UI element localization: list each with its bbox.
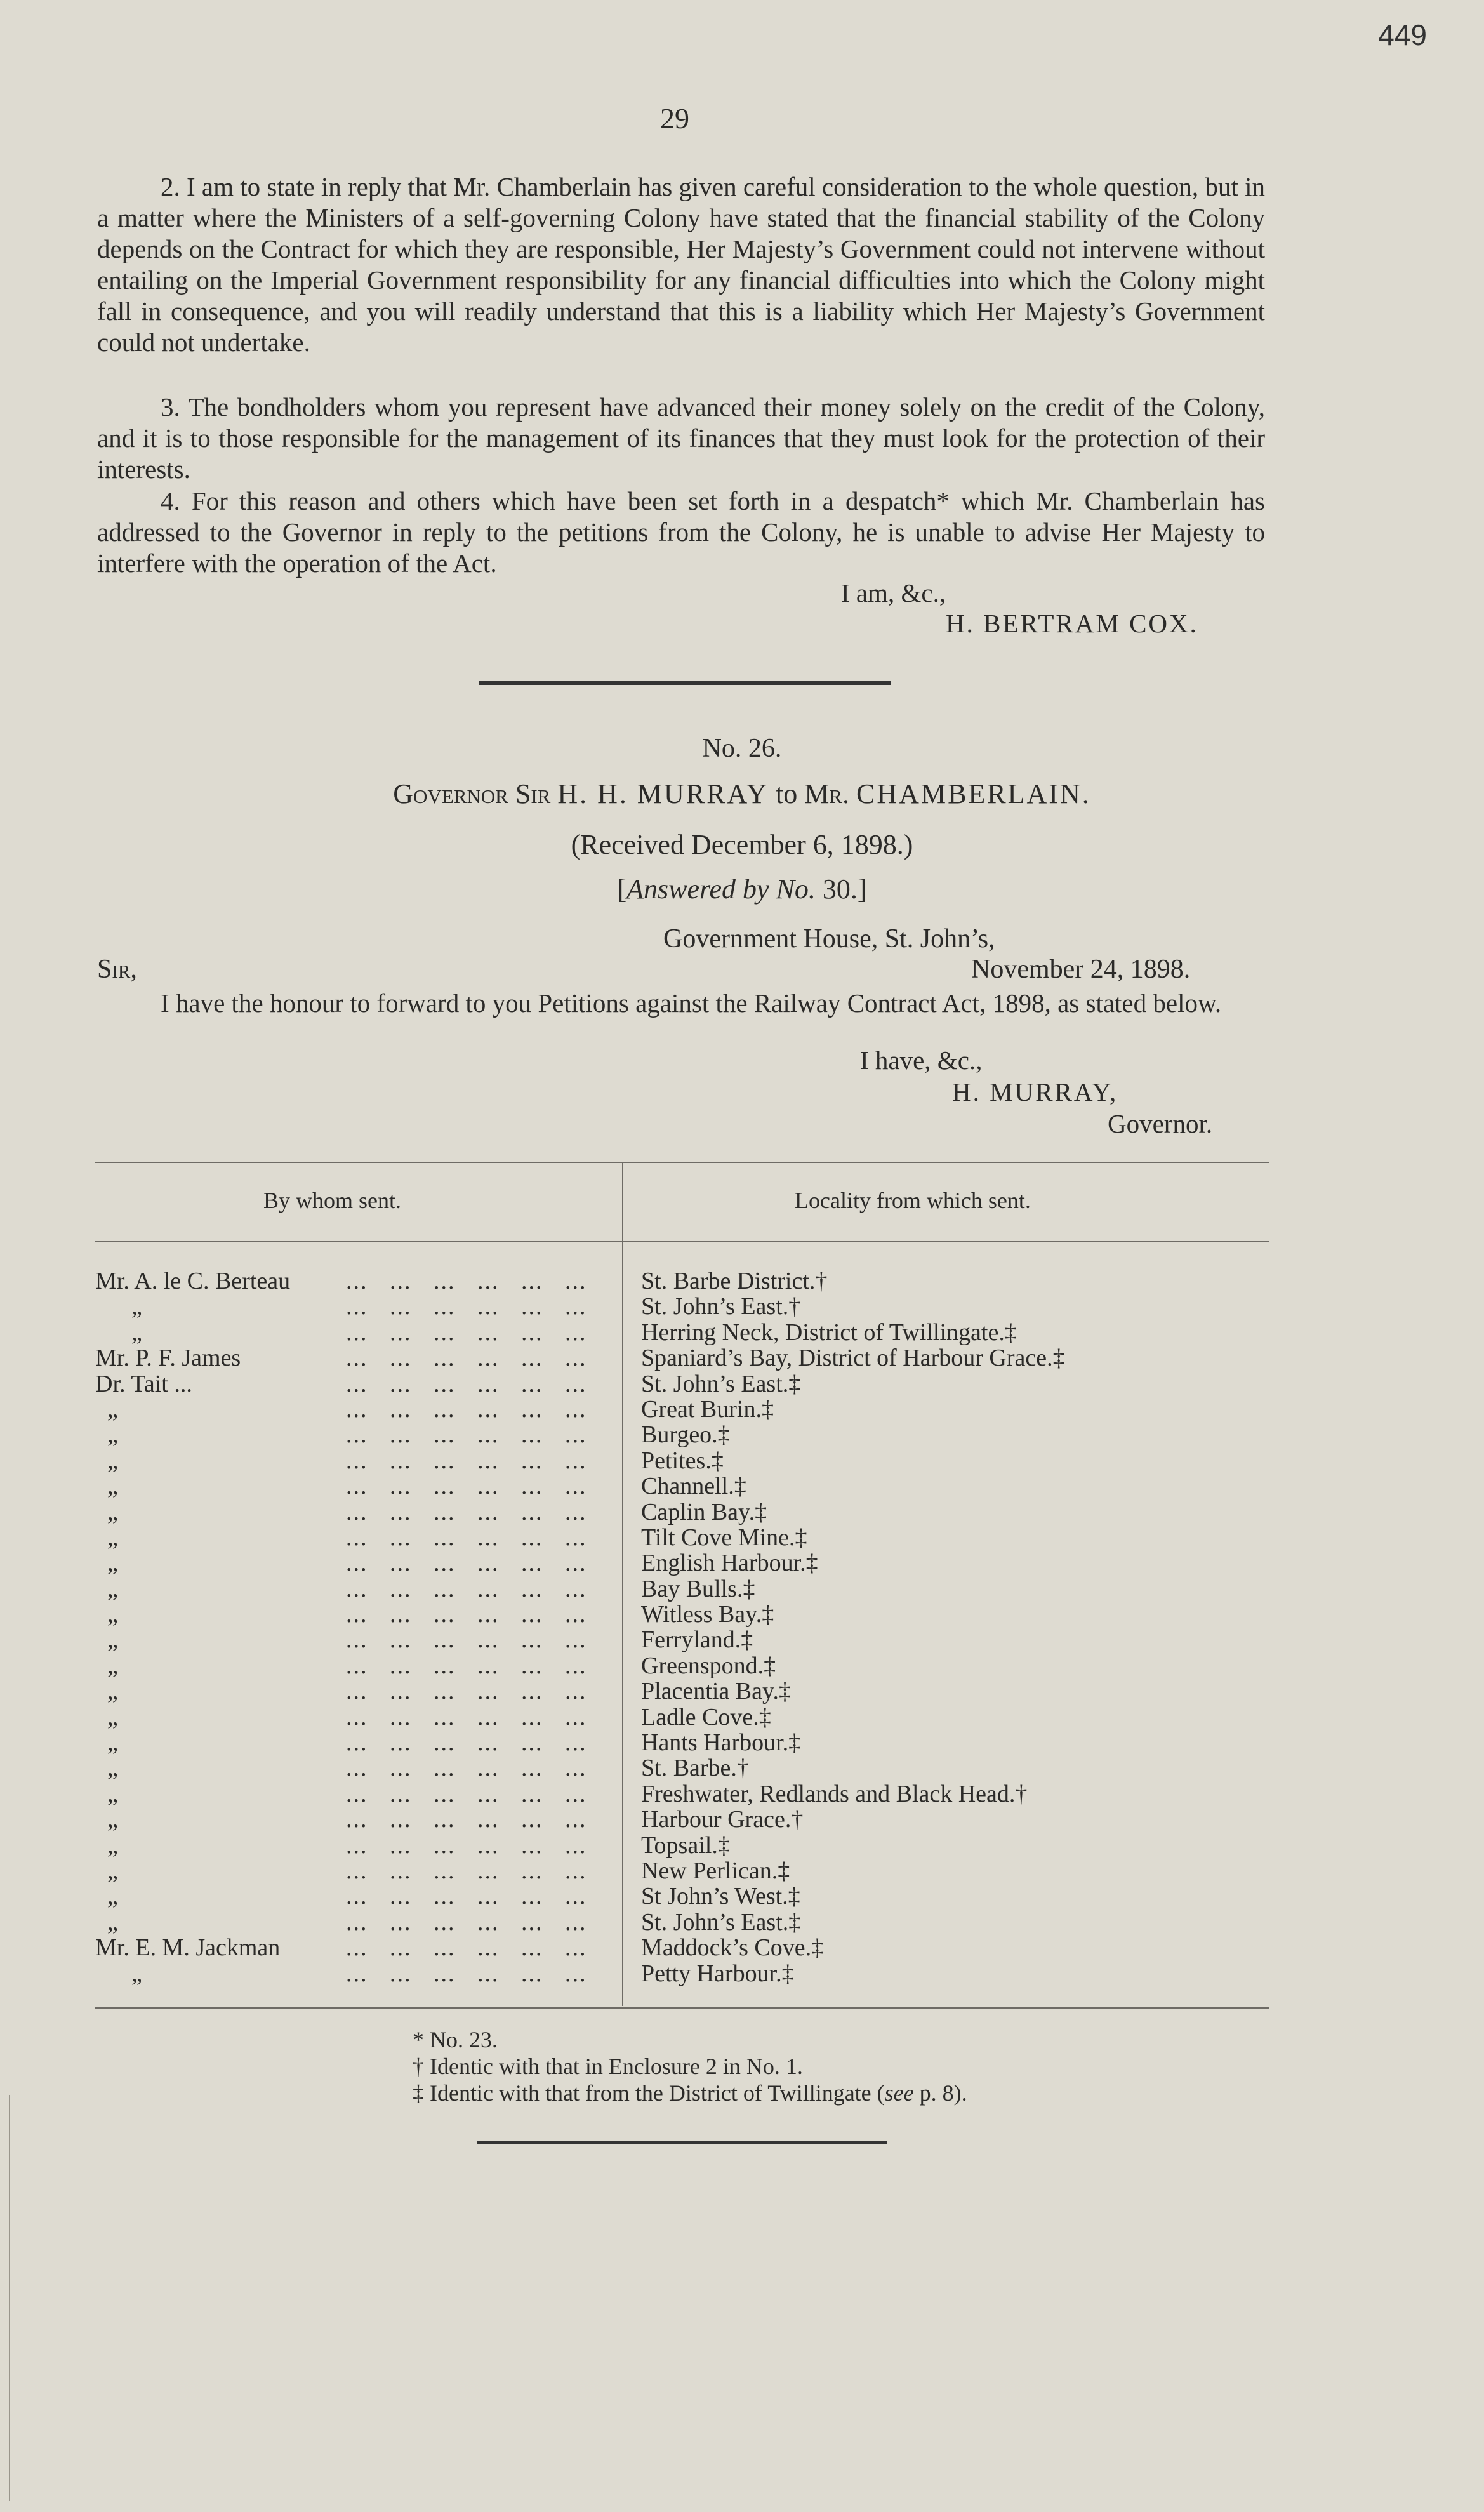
- locality-cell: Ladle Cove.‡: [641, 1703, 771, 1731]
- sender-cell: „: [95, 1575, 118, 1602]
- table-row: [95, 1397, 1269, 1422]
- sender-cell: „: [95, 1395, 118, 1423]
- footnote-dagger: † Identic with that in Enclosure 2 in No. 1.: [413, 2054, 803, 2079]
- table-row: [95, 1730, 1269, 1755]
- leader-dots: ... ... ... ... ... ...: [346, 1447, 587, 1474]
- leader-dots: ... ... ... ... ... ...: [346, 1626, 587, 1654]
- locality-cell: Caplin Bay.‡: [641, 1498, 767, 1525]
- leader-dots: ... ... ... ... ... ...: [346, 1473, 587, 1500]
- locality-cell: Witless Bay.‡: [641, 1601, 774, 1628]
- locality-cell: Tilt Cove Mine.‡: [641, 1524, 807, 1551]
- locality-cell: St. Barbe District.†: [641, 1268, 828, 1294]
- leader-dots: ... ... ... ... ... ...: [346, 1806, 587, 1833]
- table-row: [95, 1268, 1269, 1294]
- locality-cell: Harbour Grace.†: [641, 1806, 804, 1833]
- leader-dots: ... ... ... ... ... ...: [346, 1550, 587, 1577]
- leader-dots: ... ... ... ... ... ...: [346, 1345, 587, 1372]
- sender-cell: „: [95, 1960, 142, 1987]
- sender-cell: „: [95, 1447, 118, 1474]
- document-number: No. 26.: [702, 734, 782, 763]
- locality-cell: St. John’s East.‡: [641, 1370, 801, 1397]
- signatory-title: Governor.: [1108, 1109, 1213, 1138]
- sender-cell: „: [95, 1498, 118, 1525]
- table-row: [95, 1473, 1269, 1499]
- sender-cell: „: [95, 1652, 118, 1679]
- heading-mr: Mr.: [804, 778, 850, 809]
- footnote-ddagger-prefix: ‡ Identic with that from the District of Twillingate (: [413, 2080, 885, 2106]
- table-row: [95, 1910, 1269, 1935]
- locality-cell: St John’s West.‡: [641, 1883, 800, 1910]
- footnote-ddagger-suffix: p. 8).: [913, 2080, 967, 2106]
- locality-cell: New Perlican.‡: [641, 1857, 790, 1884]
- table-row: [95, 1935, 1269, 1960]
- locality-cell: Greenspond.‡: [641, 1652, 776, 1679]
- sender-cell: „: [95, 1421, 118, 1449]
- footnote-star: * No. 23.: [413, 2027, 498, 2052]
- leader-dots: ... ... ... ... ... ...: [346, 1934, 587, 1962]
- leader-dots: ... ... ... ... ... ...: [346, 1293, 587, 1320]
- locality-cell: St. John’s East.†: [641, 1293, 801, 1320]
- table-row: [95, 1755, 1269, 1781]
- locality-cell: Burgeo.‡: [641, 1421, 730, 1449]
- leader-dots: ... ... ... ... ... ...: [346, 1908, 587, 1936]
- table-row: [95, 1627, 1269, 1652]
- sender-cell: „: [95, 1601, 118, 1628]
- petition-table-body: [95, 1268, 1269, 1986]
- table-row: [95, 1858, 1269, 1884]
- sender-cell: Dr. Tait ...: [95, 1370, 192, 1397]
- answered-italic: Answered by No.: [626, 874, 816, 905]
- answered-number: 30.]: [822, 874, 867, 905]
- locality-cell: Placentia Bay.‡: [641, 1678, 792, 1705]
- answered-note: [Answered by No. 30.]: [617, 874, 867, 905]
- table-row: [95, 1884, 1269, 1909]
- locality-cell: St. Barbe.†: [641, 1755, 749, 1782]
- leader-dots: ... ... ... ... ... ...: [346, 1960, 587, 1987]
- heading-prefix: Governor Sir: [393, 778, 551, 809]
- table-row: [95, 1653, 1269, 1678]
- table-row: [95, 1833, 1269, 1858]
- column-header-sender: By whom sent.: [263, 1188, 402, 1213]
- table-row: [95, 1525, 1269, 1550]
- sender-cell: „: [95, 1831, 118, 1859]
- table-row: [95, 1550, 1269, 1576]
- table-row: [95, 1345, 1269, 1371]
- leader-dots: ... ... ... ... ... ...: [346, 1652, 587, 1679]
- table-row: [95, 1499, 1269, 1525]
- leader-dots: ... ... ... ... ... ...: [346, 1395, 587, 1423]
- letter-body: I have the honour to forward to you Petitions against the Railway Contract Act, 1898, as stated below.: [161, 988, 1222, 1018]
- table-top-rule: [95, 1162, 1269, 1163]
- leader-dots: ... ... ... ... ... ...: [346, 1780, 587, 1807]
- leader-dots: ... ... ... ... ... ...: [346, 1703, 587, 1731]
- sender-cell: „: [95, 1293, 142, 1320]
- locality-cell: Petites.‡: [641, 1447, 724, 1474]
- sender-cell: „: [95, 1857, 118, 1884]
- locality-cell: Channell.‡: [641, 1473, 746, 1500]
- table-row: [95, 1678, 1269, 1704]
- archive-stamp-number: 449: [1378, 18, 1427, 51]
- closing-1: I am, &c.,: [841, 578, 946, 608]
- locality-cell: Hants Harbour.‡: [641, 1729, 801, 1757]
- locality-cell: Freshwater, Redlands and Black Head.†: [641, 1780, 1028, 1807]
- sender-cell: „: [95, 1729, 118, 1757]
- leader-dots: ... ... ... ... ... ...: [346, 1319, 587, 1346]
- signature-murray: H. MURRAY,: [952, 1077, 1118, 1106]
- locality-cell: Ferryland.‡: [641, 1626, 753, 1654]
- letter-heading: [0, 778, 1484, 810]
- footnote-ddagger-see: see: [884, 2080, 914, 2106]
- table-bottom-rule: [95, 2007, 1269, 2009]
- table-row: [95, 1448, 1269, 1473]
- leader-dots: ... ... ... ... ... ...: [346, 1755, 587, 1782]
- sender-cell: „: [95, 1473, 118, 1500]
- sender-address: Government House, St. John’s,: [663, 924, 995, 954]
- sender-cell: „: [95, 1780, 118, 1807]
- leader-dots: ... ... ... ... ... ...: [346, 1729, 587, 1757]
- leader-dots: ... ... ... ... ... ...: [346, 1678, 587, 1705]
- heading-name: H. H. MURRAY: [557, 778, 769, 809]
- table-row: [95, 1961, 1269, 1986]
- paragraph-3: 3. The bondholders whom you represent have advanced their money solely on the credit of the Colony, and it is to those responsible for the management of its finances that they must look for the protection of their interests.: [97, 392, 1265, 484]
- sender-cell: „: [95, 1550, 118, 1577]
- locality-cell: Petty Harbour.‡: [641, 1960, 794, 1987]
- leader-dots: ... ... ... ... ... ...: [346, 1601, 587, 1628]
- table-row: [95, 1371, 1269, 1397]
- leader-dots: ... ... ... ... ... ...: [346, 1831, 587, 1859]
- scan-edge-line: [9, 2095, 10, 2501]
- locality-cell: Herring Neck, District of Twillingate.‡: [641, 1319, 1017, 1346]
- locality-cell: Bay Bulls.‡: [641, 1575, 755, 1602]
- locality-cell: Maddock’s Cove.‡: [641, 1934, 824, 1962]
- leader-dots: ... ... ... ... ... ...: [346, 1575, 587, 1602]
- locality-cell: Great Burin.‡: [641, 1395, 774, 1423]
- paragraph-4: 4. For this reason and others which have been set forth in a despatch* which Mr. Chamberlain has addressed to the Governor in reply to the petitions from the Colony, he is unable to advise Her Majesty to interfere with the operation of the Act.: [97, 486, 1265, 578]
- sender-cell: Mr. A. le C. Berteau: [95, 1268, 291, 1294]
- salutation: Sir,: [97, 955, 137, 984]
- sender-cell: „: [95, 1678, 118, 1705]
- locality-cell: Topsail.‡: [641, 1831, 730, 1859]
- sender-cell: „: [95, 1806, 118, 1833]
- leader-dots: ... ... ... ... ... ...: [346, 1857, 587, 1884]
- heading-recipient: CHAMBERLAIN.: [856, 778, 1091, 809]
- sender-cell: „: [95, 1319, 142, 1346]
- section-divider: [479, 681, 891, 685]
- sender-cell: „: [95, 1524, 118, 1551]
- closing-2: I have, &c.,: [860, 1046, 983, 1075]
- page-number: 29: [660, 102, 689, 135]
- locality-cell: St. John’s East.‡: [641, 1908, 801, 1936]
- sender-cell: „: [95, 1703, 118, 1731]
- footnotes: [413, 2026, 967, 2106]
- paragraph-2: 2. I am to state in reply that Mr. Chamberlain has given careful consideration to the whole question, but in a matter where the Ministers of a self-governing Colony have stated that the financial stability of the Colony depends on the Contract for which they are responsible, Her Majesty’s Government could not intervene without entailing on the Imperial Government responsibility for any financial difficulties into which the Colony might fall in consequence, and you will readily understand that this is a liability which Her Majesty’s Government could not undertake.: [97, 172, 1265, 357]
- table-row: [95, 1422, 1269, 1447]
- sender-cell: Mr. E. M. Jackman: [95, 1934, 281, 1962]
- table-row: [95, 1781, 1269, 1807]
- sender-cell: „: [95, 1883, 118, 1910]
- table-row: [95, 1294, 1269, 1319]
- sender-cell: „: [95, 1755, 118, 1782]
- leader-dots: ... ... ... ... ... ...: [346, 1883, 587, 1910]
- leader-dots: ... ... ... ... ... ...: [346, 1498, 587, 1525]
- leader-dots: ... ... ... ... ... ...: [346, 1524, 587, 1551]
- sender-cell: „: [95, 1626, 118, 1654]
- table-row: [95, 1602, 1269, 1627]
- sender-cell: „: [95, 1908, 118, 1936]
- table-row: [95, 1807, 1269, 1832]
- locality-cell: Spaniard’s Bay, District of Harbour Grace.‡: [641, 1345, 1065, 1372]
- footnote-double-dagger: [413, 2080, 967, 2106]
- heading-to: to: [776, 778, 798, 809]
- leader-dots: ... ... ... ... ... ...: [346, 1421, 587, 1449]
- locality-cell: English Harbour.‡: [641, 1550, 818, 1577]
- leader-dots: ... ... ... ... ... ...: [346, 1370, 587, 1397]
- sender-cell: Mr. P. F. James: [95, 1345, 241, 1372]
- table-row: [95, 1705, 1269, 1730]
- signature-cox: H. BERTRAM COX.: [946, 609, 1198, 638]
- column-header-locality: Locality from which sent.: [795, 1188, 1031, 1213]
- bottom-divider: [477, 2141, 887, 2144]
- table-header-rule: [95, 1241, 1269, 1242]
- received-date: (Received December 6, 1898.): [571, 829, 913, 860]
- table-row: [95, 1576, 1269, 1602]
- table-row: [95, 1320, 1269, 1345]
- leader-dots: ... ... ... ... ... ...: [346, 1268, 587, 1294]
- letter-date: November 24, 1898.: [971, 955, 1191, 984]
